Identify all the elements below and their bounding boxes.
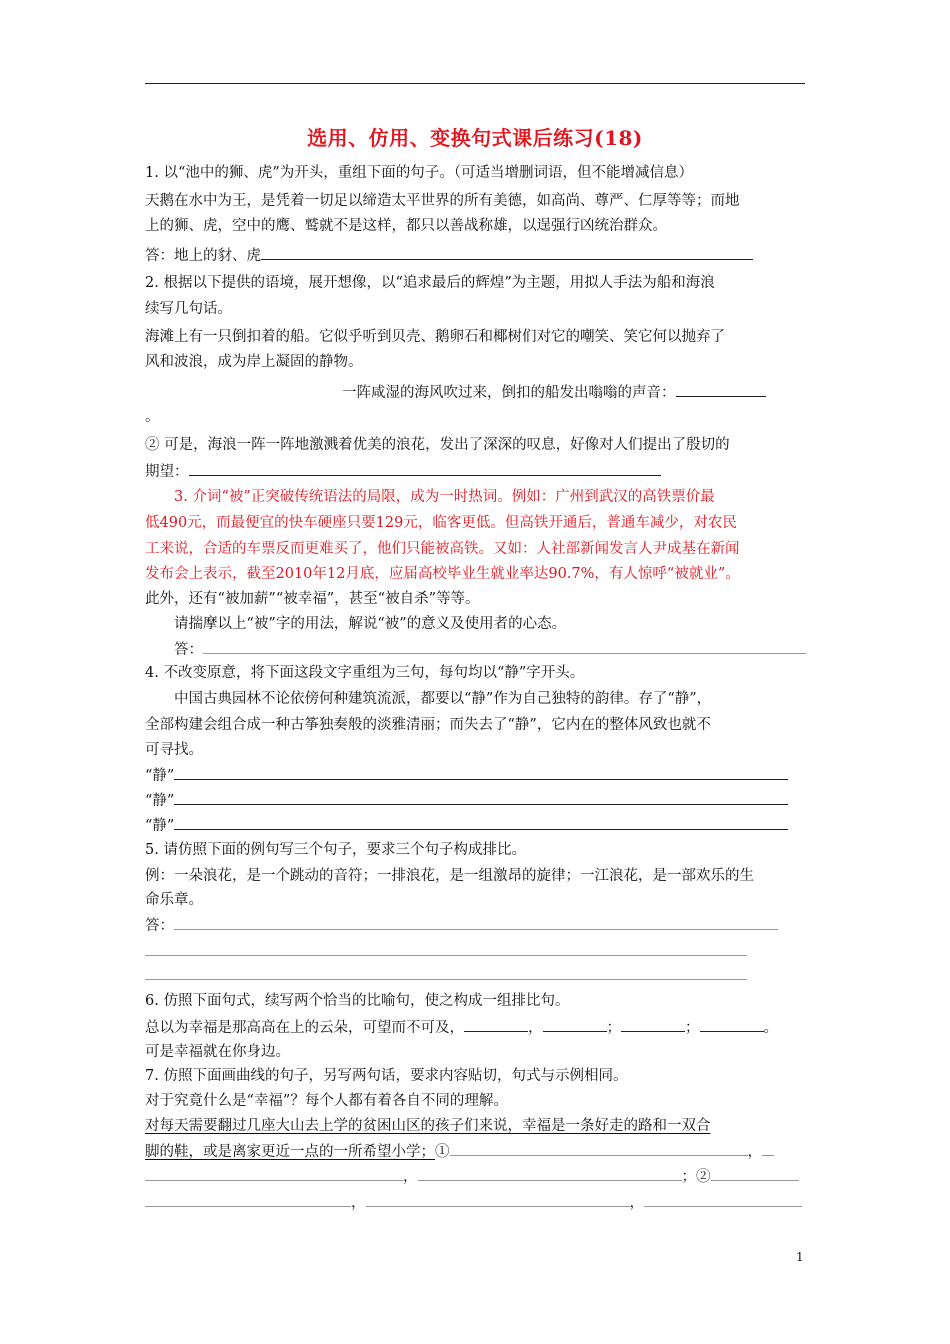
q4-answer-3 xyxy=(145,815,788,836)
q4-blank-1[interactable] xyxy=(174,765,788,780)
q4-blank-2[interactable] xyxy=(174,790,788,805)
q7-blank-2[interactable] xyxy=(145,1166,403,1181)
q6-sentence-line xyxy=(145,1017,778,1038)
q7-blank-3[interactable] xyxy=(418,1166,682,1181)
q6-blank-4[interactable] xyxy=(700,1017,764,1032)
q6-blank-1[interactable] xyxy=(464,1017,528,1032)
q4-answer-2 xyxy=(145,790,788,811)
q7-intro: 对于究竟什么是“幸福”？每个人都有着各自不同的理解。 xyxy=(145,1093,508,1109)
q6-blank-3[interactable] xyxy=(621,1017,685,1032)
q3-line-1: 3. 介词“被”正突破传统语法的局限，成为一时热词。例如：广州到武汉的高铁票价最 xyxy=(174,489,715,505)
q7-blank-1[interactable] xyxy=(450,1141,748,1156)
page-number: 1 xyxy=(796,1250,804,1264)
q1-answer-line xyxy=(145,245,753,266)
q7-blank-4[interactable] xyxy=(711,1166,799,1181)
q5-example-line-1: 例：一朵浪花，是一个跳动的音符；一排浪花，是一组激昂的旋律；一江浪花，是一部欢乐的生 xyxy=(145,868,754,884)
q2-sentence-1 xyxy=(342,382,766,403)
q2-sentence-2-line-2 xyxy=(145,461,661,482)
q2-prompt-line-1: 2. 根据以下提供的语境，展开想像，以“追求最后的辉煌”为主题，用拟人手法为船和海浪 xyxy=(145,275,715,291)
q3-answer-label: 答： xyxy=(174,642,203,658)
q3-ask: 请揣摩以上“被”字的用法，解说“被”的意义及使用者的心态。 xyxy=(174,616,567,632)
q6-sentence-text: 总以为幸福是那高高在上的云朵，可望而不可及， xyxy=(145,1020,464,1036)
q7-blank-5[interactable] xyxy=(145,1192,351,1207)
q4-text-line-2: 全部构建会组合成一种古筝独奏般的淡雅清丽；而失去了“静”，它内在的整体风致也就不 xyxy=(145,717,711,733)
q2-prompt-line-2: 续写几句话。 xyxy=(145,301,232,317)
q6-blank-2[interactable] xyxy=(543,1017,607,1032)
q6-semicolon-2: ； xyxy=(685,1020,700,1036)
q6-period: 。 xyxy=(763,1020,778,1036)
q4-answer-1 xyxy=(145,765,788,786)
q7-circle-1: ① xyxy=(435,1144,450,1160)
q5-answer-blank-2[interactable] xyxy=(145,955,747,956)
q5-answer-line xyxy=(145,915,778,936)
q3-answer-blank[interactable] xyxy=(203,639,806,654)
q3-line-2: 低490元，而最便宜的快车硬座只要129元，临客更低。但高铁开通后，普通车减少，对农民 xyxy=(145,515,737,531)
q2-expectation-label: 期望： xyxy=(145,464,189,480)
q6-prompt: 6. 仿照下面句式，续写两个恰当的比喻句，使之构成一组排比句。 xyxy=(145,993,570,1009)
q7-semicolon: ； xyxy=(681,1169,696,1185)
q1-text-line-1: 天鹅在水中为王，是凭着一切足以缔造太平世界的所有美德，如高尚、尊严、仁厚等等；而地 xyxy=(145,193,740,209)
q2-context-line-2: 风和波浪，成为岸上凝固的静物。 xyxy=(145,354,363,370)
q7-answer-line-3 xyxy=(145,1192,802,1213)
q7-answer-line-2 xyxy=(145,1166,799,1187)
q7-blank-6[interactable] xyxy=(366,1192,630,1207)
q1-prompt: 1. 以“池中的狮、虎”为开头，重组下面的句子。（可适当增删词语，但不能增减信息） xyxy=(145,165,694,181)
q7-circle-2: ② xyxy=(696,1169,711,1185)
q3-line-3: 工来说，合适的车票反而更难买了，他们只能被高铁。又如：人社部新闻发言人尹成基在新闻 xyxy=(145,541,740,557)
q3-line-5: 此外，还有“被加薪”“被幸福”，甚至“被自杀”等等。 xyxy=(145,591,480,607)
q4-jing-label-2: “静” xyxy=(145,793,175,809)
q7-prompt: 7. 仿照下面画曲线的句子，另写两句话，要求内容贴切，句式与示例相同。 xyxy=(145,1068,628,1084)
q5-example-line-2: 命乐章。 xyxy=(145,892,203,908)
q4-jing-label-3: “静” xyxy=(145,818,175,834)
q4-prompt: 4. 不改变原意，将下面这段文字重组为三句，每句均以“静”字开头。 xyxy=(145,665,585,681)
q2-context-line-1: 海滩上有一只倒扣着的船。它似乎听到贝壳、鹅卵石和椰树们对它的嘲笑、笑它何以抛弃了 xyxy=(145,329,725,345)
q7-comma-2: ， xyxy=(403,1169,418,1185)
q7-comma-4: ， xyxy=(629,1195,644,1211)
q5-answer-blank-3[interactable] xyxy=(145,979,747,980)
q6-semicolon-1: ； xyxy=(606,1020,621,1036)
q3-answer-line xyxy=(174,639,806,660)
q7-example-line-1: 对每天需要翻过几座大山去上学的贫困山区的孩子们来说，幸福是一条好走的路和一双合 xyxy=(145,1118,711,1134)
q2-sentence-1-text: 一阵咸湿的海风吹过来，倒扣的船发出嗡嗡的声音： xyxy=(342,385,676,401)
q2-blank-1[interactable] xyxy=(676,382,766,397)
q4-jing-label-1: “静” xyxy=(145,768,175,784)
q7-blank-7[interactable] xyxy=(644,1192,802,1207)
q7-blank-1-tail[interactable] xyxy=(762,1141,774,1156)
q2-blank-2[interactable] xyxy=(189,461,661,476)
header-rule xyxy=(145,83,805,84)
q3-line-4: 发布会上表示，截至2010年12月底，应届高校毕业生就业率达90.7%，有人惊呼“被就业”。 xyxy=(145,566,740,582)
q5-answer-label: 答： xyxy=(145,918,174,934)
q5-prompt: 5. 请仿照下面的例句写三个句子，要求三个句子构成排比。 xyxy=(145,842,526,858)
q7-example-text-2: 脚的鞋，或是离家更近一点的一所希望小学； xyxy=(145,1144,435,1160)
q2-period: 。 xyxy=(145,409,160,425)
q7-comma-1: ， xyxy=(747,1144,762,1160)
q1-text-line-2: 上的狮、虎，空中的鹰、鹫就不是这样，都只以善战称雄，以逞强行凶统治群众。 xyxy=(145,218,667,234)
q7-example-line-2 xyxy=(145,1141,774,1162)
q1-answer-label: 答：地上的豺、虎 xyxy=(145,248,261,264)
q4-blank-3[interactable] xyxy=(174,815,788,830)
q4-text-line-3: 可寻找。 xyxy=(145,742,203,758)
q6-closing: 可是幸福就在你身边。 xyxy=(145,1044,290,1060)
q2-sentence-2-line-1: ② 可是，海浪一阵一阵地激溅着优美的浪花，发出了深深的叹息，好像对人们提出了殷切的 xyxy=(145,437,730,453)
q1-answer-blank[interactable] xyxy=(261,245,753,260)
q7-comma-3: ， xyxy=(351,1195,366,1211)
page-title: 选用、仿用、变换句式课后练习(18) xyxy=(307,126,643,150)
q4-text-line-1: 中国古典园林不论依傍何种建筑流派，都要以“静”作为自己独特的韵律。存了“静”， xyxy=(174,691,712,707)
q5-answer-blank-1[interactable] xyxy=(174,915,778,930)
q6-comma: ， xyxy=(528,1020,543,1036)
